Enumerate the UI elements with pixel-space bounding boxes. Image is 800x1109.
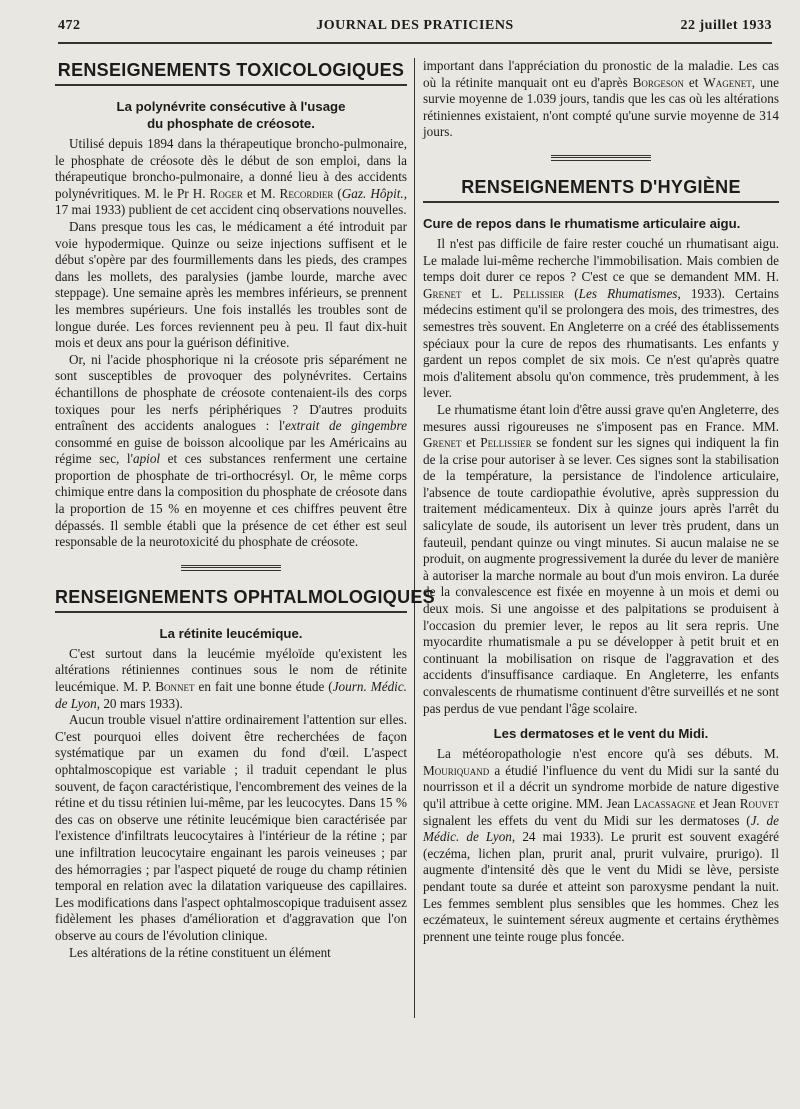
- paragraph: Le rhumatisme étant loin d'être aussi grave qu'en Angleterre, des mesures aussi rigoureuses ne s'imposent pas en France. MM. Grenet et Pellissier se fondent sur les signes qui indiquent la fin de la crise pour autoriser à se lever. Ces signes sont la stabilisation de la température, la persistance de l'indolence articulaire, l'absence de toute cardiopathie évolutive, après suppression du traitement médicamenteux. Dix à quinze jours après l'arrêt du salicylate de soude, ils autorisent un lever très prudent, dans un fauteuil, pendant quinze ou vingt minutes. Si aucun malaise ne se produit, on augmente progressivement la durée du lever de manière à autoriser la marche normale au bout d'un mois environ. La durée de la convalescence est fixée en moyenne à un mois et demi ou deux mois. Si une angoisse et des palpitations se produisent à l'occasion du premier lever, le repos au lit sera repris. Une myocardite rhumatismale a pu se développer à petit bruit et en continuant la mobilisation on risque de l'aggravation et des accidents d'insuffisance cardiaque. En Angleterre, les enfants convalescents de rhumatisme continuent d'être surveillés et ne sont pas perdus de vue pendant l'âge scolaire.: [423, 401, 779, 716]
- section-separator: [551, 155, 651, 161]
- paragraph: Il n'est pas difficile de faire rester couché un rhumatisant aigu. Le malade lui-même recherche l'immobilisation. Mais combien de temps doit durer ce repos ? C'est ce que se demandent MM. H. Grenet et L. Pellissier (Les Rhumatismes, 1933). Certains médecins estiment qu'il se prolongera des mois, des trimestres, des semestres très souvent. En Angleterre on a créé des établissements spéciaux pour la cure de repos des rhumatisants. Les enfants y gardent un repos complet de six mois. Ce n'est qu'après quatre mois d'alitement absolu qu'on commence, très prudemment, à les lever.: [423, 235, 779, 401]
- section-title-toxicology: RENSEIGNEMENTS TOXICOLOGIQUES: [55, 58, 407, 86]
- article-title-dermatoses: Les dermatoses et le vent du Midi.: [493, 726, 709, 742]
- issue-date: 22 juillet 1933: [680, 18, 772, 33]
- paragraph: Les altérations de la rétine constituent un élément: [69, 944, 331, 960]
- header-rule: [58, 42, 772, 44]
- paragraph: Utilisé depuis 1894 dans la thérapeutique broncho-pulmonaire, le phosphate de créosote dès le début de son emploi, dans la thérapeutique broncho-pulmonaire, a donné lieu à des accidents polynévritiques. M. le Pr H. Roger et M. Recordier (Gaz. Hôpit., 17 mai 1933) publient de cet accident cinq observations nouvelles.: [55, 136, 407, 218]
- paragraph: Aucun trouble visuel n'attire ordinairement l'attention sur elles. C'est pourquoi elles doivent être recherchées de façon systématique par un examen du fond d'œil. L'aspect ophtalmoscopique est variable ; il traduit cependant le plus souvent, de façon caractéristique, l'encombrement des veines de la rétine et du tissu rétinien lui-même, par les leucocytes. Dans 15 % des cas on observe une rétinite leucémique bien caractérisée par l'existence d'infiltrats leucocytaires à l'intérieur de la rétine ; par une infiltration leucocytaire engainant les parois veineuses ; par des hémorragies ; par l'aspect piqueté de rouge du champ rétinien temporal en relation avec la dilatation variqueuse des capillaires. Les modifications dans l'aspect ophtalmoscopique traduisent assez fidèlement les phases d'amélioration et d'aggravation que l'on observe au cours de l'évolution clinique.: [55, 712, 407, 943]
- article-title-leukemic-retinitis: La rétinite leucémique.: [159, 625, 303, 641]
- section-separator: [181, 565, 281, 571]
- column-divider: [414, 58, 415, 1018]
- paragraph: La météoropathologie n'est encore qu'à ses débuts. M. Mouriquand a étudié l'influence du vent du Midi sur la santé du nourrisson et il a décrit un syndrome morbide de nature digestive qu'il attribue à cette origine. MM. Jean Lacassagne et Jean Rouvet signalent les effets du vent du Midi sur les dermatoses (J. de Médic. de Lyon, 24 mai 1933). Le prurit est souvent exagéré (eczéma, lichen plan, prurit anal, prurit vulvaire, prurigo). Il augmente d'intensité dès que le vent du Midi se lève, persiste pendant toute sa durée et atteint son paroxysme pendant la nuit. Les femmes semblent plus sensibles que les hommes. Chez les eczémateux, le suintement séreux augmente et certains érythèmes prennent une teinte rouge plus foncée.: [423, 746, 779, 944]
- page-number: 472: [58, 18, 81, 33]
- paragraph: Or, ni l'acide phosphorique ni la créosote pris séparément ne sont susceptibles de provoquer des polynévrites. Certains échantillons de phosphate de créosote contenaient-ils des corps toxiques pour les nerfs périphériques ? D'autres produits entraînent des accidents analogues : l'extrait de gingembre consommé en guise de boisson alcoolique par les Américains au régime sec, l'apiol et ces substances renferment une certaine proportion de phosphate de tri-orthocrésyl. Or, le même corps chimique entre dans la composition du phosphate de créosote dans la proportion de 15 % en moyenne et ces chiffres peuvent être dépassés. Il semble établi que la présence de cet éther est seul responsable de la neurotoxicité du phosphate de créosote.: [55, 351, 407, 550]
- paragraph: important dans l'appréciation du pronostic de la maladie. Les cas où la rétinite manquait ont eu d'après Borgeson et Wagenet, une survie moyenne de 1.039 jours, tandis que les cas où les altérations rétiniennes existaient, n'ont compté qu'une survie moyenne de 314 jours.: [423, 58, 780, 140]
- right-column: [423, 58, 779, 945]
- section-title-ophthalmology: RENSEIGNEMENTS OPHTALMOLOGIQUES: [55, 585, 407, 613]
- article-title-polyneuritis: La polynévrite consécutive à l'usage du phosphate de créosote.: [116, 99, 346, 131]
- page-header: [58, 18, 772, 40]
- section-title-hygiene: RENSEIGNEMENTS D'HYGIÈNE: [423, 175, 779, 203]
- left-column: [55, 58, 435, 961]
- paragraph: Dans presque tous les cas, le médicament a été introduit par voie hypodermique. Quinze ou seize injections suffisent et le début s'opère par des fourmillements dans les pieds, des crampes dans les mollets, des paralysies (jambe lourde, marche avec steppage). Une semaine après les membres inférieurs, se prennent les membres supérieurs. Une fois installés les troubles sont de longue durée. Les forces reviennent peu à peu. Il faut dix-huit mois et deux ans pour la guérison définitive.: [55, 218, 407, 351]
- journal-title: JOURNAL DES PRATICIENS: [316, 18, 514, 33]
- paragraph: C'est surtout dans la leucémie myéloïde qu'existent les altérations rétiniennes continues sous le nom de rétinite leucémique. M. P. Bonnet en fait une bonne étude (Journ. Médic. de Lyon, 20 mars 1933).: [55, 645, 407, 711]
- article-title-rest-cure: Cure de repos dans le rhumatisme articulaire aigu.: [423, 215, 741, 231]
